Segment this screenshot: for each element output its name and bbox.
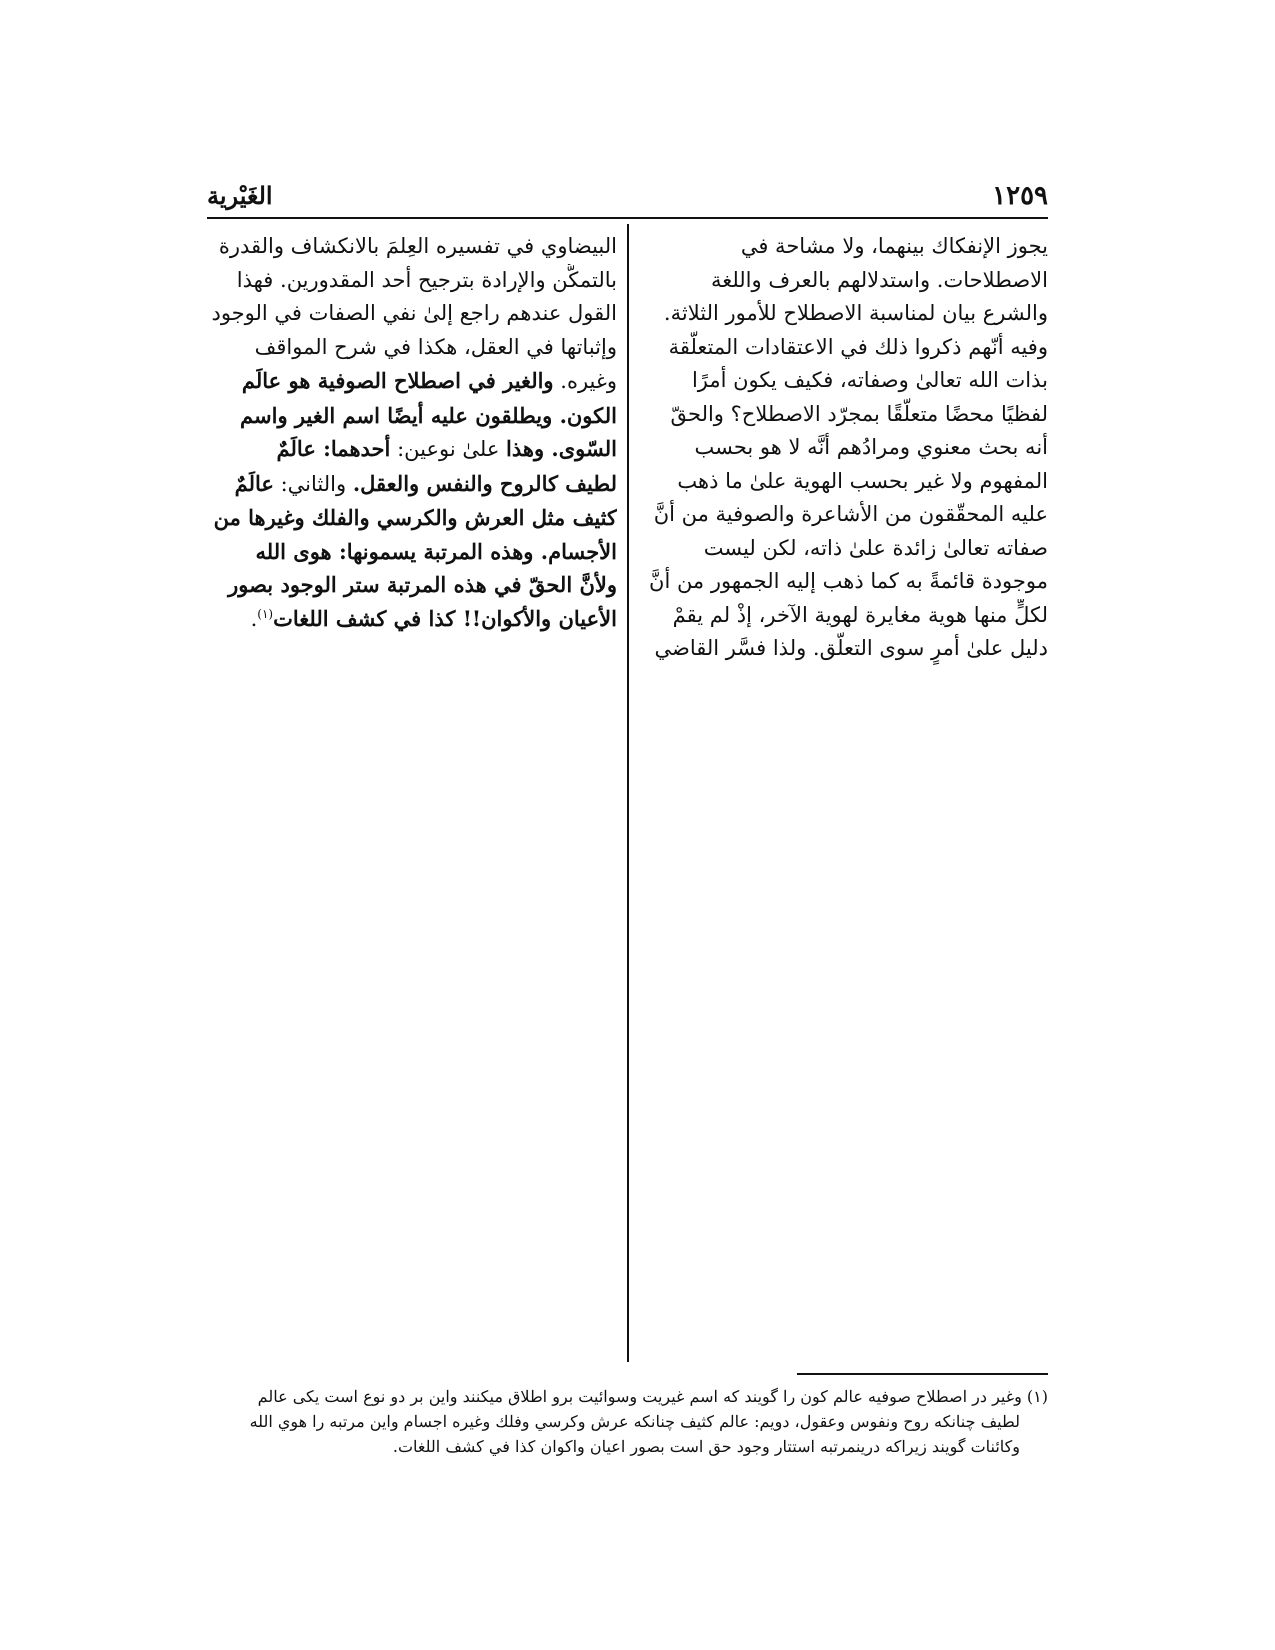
left-column [207, 230, 617, 636]
text-line: لفظيًا محضًا متعلّقًا بمجرّد الاصطلاح؟ والحقّ [670, 401, 1048, 426]
text-line: بذات الله تعالىٰ وصفاته، فكيف يكون أمرًا [691, 368, 1048, 392]
right-column [630, 230, 1048, 666]
text-line [207, 364, 617, 399]
text-line: بالتمكُّن والإرادة بترجيح أحد المقدورين. فهذا [236, 267, 617, 292]
text-line: الاصطلاحات. واستدلالهم بالعرف واللغة [710, 267, 1048, 292]
text-line [207, 432, 617, 467]
text-line: وفيه أنّهم ذكروا ذلك في الاعتقادات المتعلّقة [668, 334, 1048, 359]
footnote-line: لطيف چنانكه روح ونفوس وعقول، دويم: عالم كثيف چنانكه عرش وكرسي وفلك وغيره اجسام واين مرتبه را هوي الله [249, 1412, 1020, 1431]
column-divider [627, 224, 629, 1362]
text-run: والثاني: [280, 471, 347, 496]
text-line: دليل علىٰ أمرٍ سوى التعلّق. ولذا فسَّر القاضي [654, 636, 1048, 660]
text-line [207, 467, 617, 502]
text-line: المفهوم ولا غير بحسب الهوية علىٰ ما ذهب [677, 468, 1048, 493]
text-run: . [250, 606, 258, 631]
text-line: عليه المحقّقون من الأشاعرة والصوفية من أنَّ [653, 502, 1048, 526]
footnote-line: وكائنات گويند زيراكه درينمرتبه استتار وجود حق است بصور اعيان واكوان كذا في كشف اللغات. [392, 1437, 1020, 1456]
text-line: الكون. ويطلقون عليه أيضًا اسم الغير واسم [240, 402, 617, 428]
bold-text-run: لطيف كالروح والنفس والعقل. [352, 470, 617, 496]
footnote-block [207, 1384, 1048, 1459]
text-line: موجودة قائمةً به كما ذهب إليه الجمهور من أنَّ [649, 569, 1048, 593]
text-line: وإثباتها في العقل، هكذا في شرح المواقف [254, 334, 617, 359]
text-line: القول عندهم راجع إلىٰ نفي الصفات في الوجود [211, 301, 617, 325]
text-run: وغيره. [560, 369, 617, 393]
text-line: لكلٍّ منها هوية مغايرة لهوية الآخر، إذْ لم يقمْ [672, 602, 1048, 627]
header-rule [207, 217, 1048, 219]
text-line: ولأنَّ الحقّ في هذه المرتبة ستر الوجود بصور [228, 572, 617, 597]
text-line: كثيف مثل العرش والكرسي والفلك وغيرها من [213, 505, 617, 530]
page-number: ١٢٥٩ [992, 181, 1048, 211]
bold-text-run: والغير في اصطلاح الصوفية هو عالَم [241, 368, 554, 393]
footnote-line: (١) وغير در اصطلاح صوفيه عالم كون را گويند كه اسم غيريت وسوائيت برو اطلاق ميكنند واين بر دو نوع است يكى عالم [257, 1387, 1048, 1406]
running-title: الغَيْرية [207, 181, 273, 210]
text-run: علىٰ نوعين: [397, 437, 500, 461]
bold-text-run: الأعيان والأكوان!! كذا في كشف اللغات [273, 605, 617, 631]
bold-text-run: السّوى. وهذا [506, 436, 617, 461]
footnote-rule [797, 1373, 1048, 1375]
text-line: يجوز الإنفكاك بينهما، ولا مشاحة في [740, 234, 1048, 258]
bold-text-run: أحدهما: عالَمٌ [276, 436, 391, 461]
text-line: البيضاوي في تفسيره العِلمَ بالانكشاف والقدرة [218, 234, 617, 258]
page-header [207, 181, 1048, 213]
text-line: والشرع بيان لمناسبة الاصطلاح للأمور الثلاثة. [663, 301, 1048, 325]
bold-text-run: عالَمٌ [234, 470, 274, 496]
footnote-marker: (١) [257, 606, 274, 621]
text-line: الأجسام. وهذه المرتبة يسمونها: هوى الله [255, 538, 617, 564]
text-line [207, 602, 617, 637]
text-line: أنه بحث معنوي ومرادُهم أنَّه لا هو بحسب [694, 435, 1048, 459]
text-line: صفاته تعالىٰ زائدة علىٰ ذاته، لكن ليست [703, 535, 1048, 560]
